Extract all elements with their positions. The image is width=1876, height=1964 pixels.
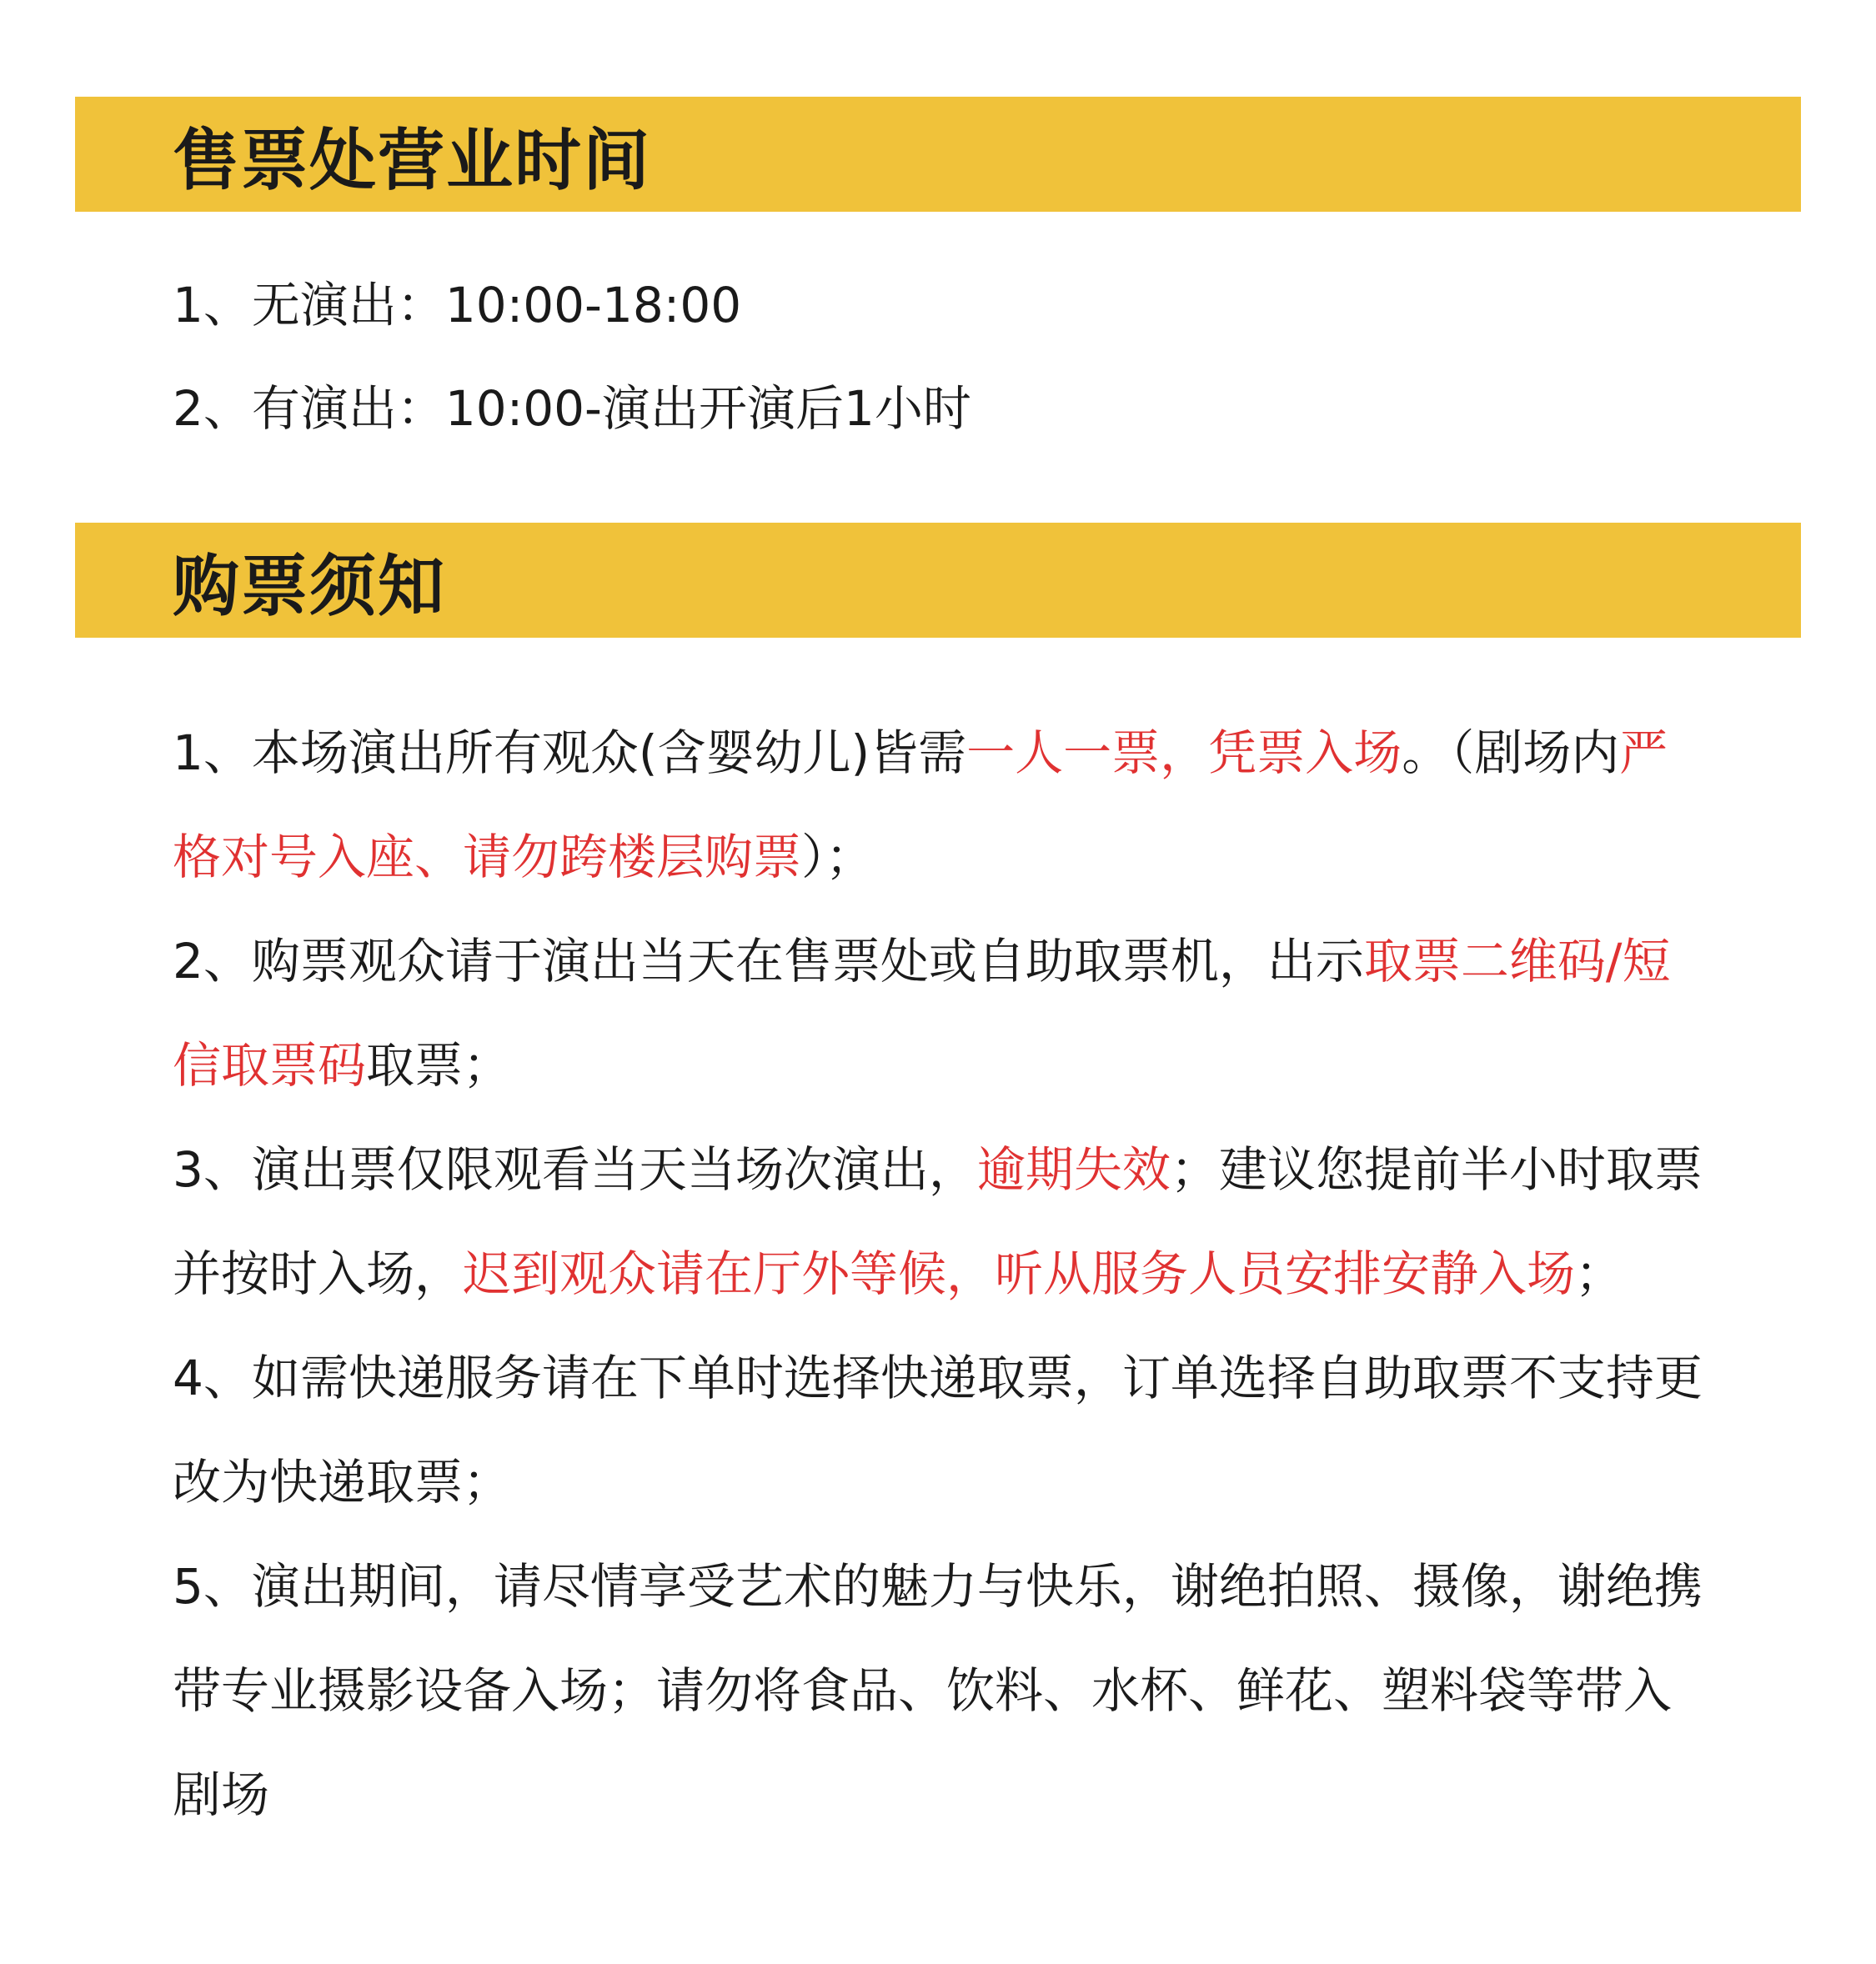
notice-text: ； <box>1575 1245 1624 1302</box>
notice-highlight-text: 取票二维码/短信取票码 <box>173 933 1671 1094</box>
notice-text: 。（剧场内 <box>1402 724 1620 781</box>
notice-text: ）； <box>801 829 875 885</box>
hours-list <box>173 253 1757 460</box>
notice-item <box>173 701 1715 909</box>
notice-text: 取票； <box>366 1037 512 1094</box>
notice-highlight-text: 逾期失效 <box>976 1141 1171 1198</box>
notice-item <box>173 1118 1715 1326</box>
notice-highlight-text: 迟到观众请在厅外等候，听从服务人员安排安静入场 <box>463 1245 1576 1302</box>
notice-text: 3、演出票仅限观看当天当场次演出， <box>173 1141 977 1198</box>
notice-section-title: 购票须知 <box>173 547 446 625</box>
notice-text: ；建议您提前半小时取票并按时入场， <box>173 1141 1703 1302</box>
hours-section-title: 售票处营业时间 <box>173 121 651 199</box>
notice-highlight-text: 严格对号入座、请勿跨楼层购票 <box>173 724 1668 885</box>
notice-section-header <box>75 523 1801 638</box>
notice-highlight-text: 一人一票，凭票入场 <box>966 724 1402 781</box>
hours-section-header <box>75 97 1801 212</box>
notice-item <box>173 909 1715 1118</box>
hours-item-with-show: 2、有演出：10:00-演出开演后1小时 <box>173 380 971 437</box>
notice-text: 2、购票观众请于演出当天在售票处或自助取票机，出示 <box>173 933 1364 990</box>
notice-text: 5、演出期间，请尽情享受艺术的魅力与快乐，谢绝拍照、摄像，谢绝携带专业摄影设备入场；请勿将食品、饮料、水杯、鲜花、塑料袋等带入剧场 <box>173 1558 1703 1823</box>
hours-item-no-show: 1、无演出：10:00-18:00 <box>173 277 742 333</box>
notice-list <box>173 701 1715 1847</box>
notice-text: 1、本场演出所有观众(含婴幼儿)皆需 <box>173 724 967 781</box>
notice-item <box>173 1326 1715 1535</box>
notice-text: 4、如需快递服务请在下单时选择快递取票，订单选择自助取票不支持更改为快递取票； <box>173 1350 1703 1511</box>
notice-item <box>173 1535 1715 1847</box>
